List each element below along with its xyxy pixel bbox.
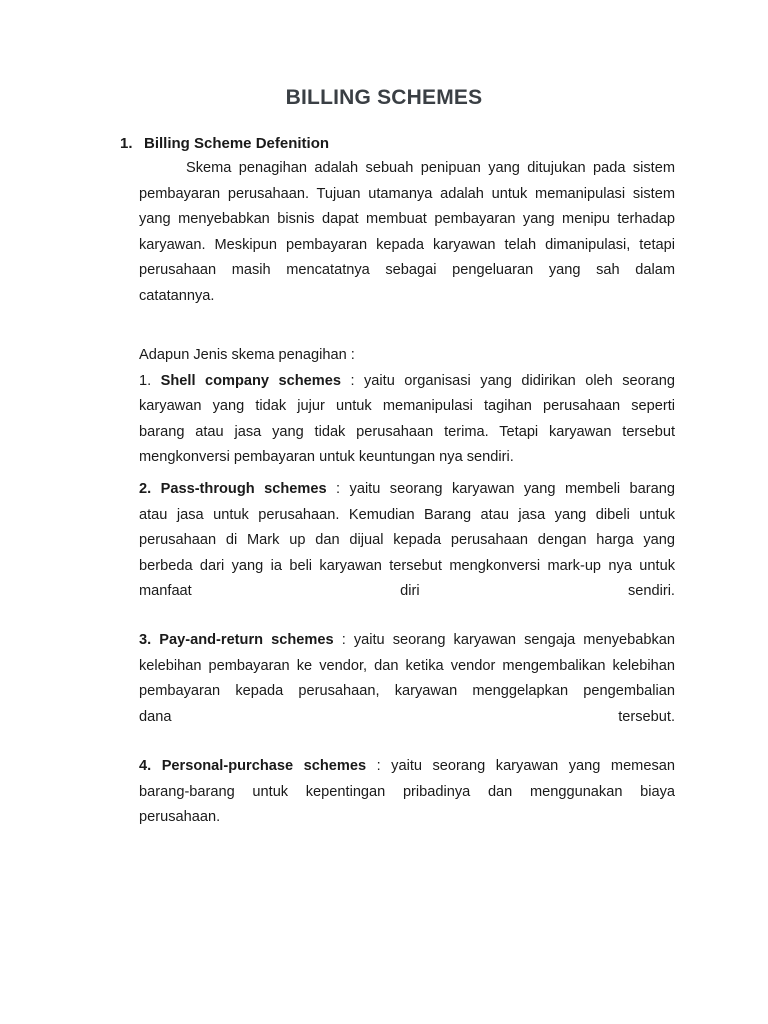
paragraph-line: atau jasa untuk perusahaan. Kemudian Barang atau jasa yang dibeli untuk <box>139 506 675 523</box>
types-intro: Adapun Jenis skema penagihan : <box>139 347 355 363</box>
paragraph-line: Skema penagihan adalah sebuah penipuan yang ditujukan pada sistem <box>186 160 675 176</box>
scheme-types-intro-block <box>139 343 675 471</box>
paragraph-line: pembayaran kepada perusahaan, karyawan menggelapkan pengembalian <box>139 683 675 700</box>
paragraph-line: catatannya. <box>139 287 215 304</box>
paragraph-line: dana tersebut. <box>139 708 675 725</box>
scheme-pay-and-return <box>139 628 675 730</box>
scheme-name-pass-through: 2. Pass-through schemes <box>139 481 327 497</box>
section-heading-text: Billing Scheme Defenition <box>144 135 330 152</box>
scheme-personal-purchase <box>139 754 675 831</box>
paragraph-line: karyawan. Meskipun pembayaran kepada karyawan telah dimanipulasi, tetapi <box>139 236 675 253</box>
paragraph-line: perusahaan di Mark up dan dijual kepada perusahaan dengan harga yang <box>139 532 675 549</box>
section-heading <box>120 135 329 152</box>
scheme-first-line-text: : yaitu seorang karyawan yang membeli barang <box>326 481 675 497</box>
scheme-pass-through <box>139 477 675 605</box>
paragraph-line: yang menyebabkan bisnis dapat membuat pembayaran yang menipu terhadap <box>139 211 675 228</box>
paragraph-line: kelebihan pembayaran ke vendor, dan ketika vendor mengembalikan kelebihan <box>139 657 675 674</box>
definition-paragraph <box>139 156 675 310</box>
paragraph-line: karyawan yang tidak jujur untuk memanipulasi tagihan perusahaan seperti <box>139 398 675 415</box>
paragraph-line: perusahaan masih mencatatnya sebagai pengeluaran yang sah dalam <box>139 262 675 279</box>
scheme-name-pay-and-return: 3. Pay-and-return schemes <box>139 632 334 648</box>
paragraph-line: barang atau jasa yang tidak perusahaan terima. Tetapi karyawan tersebut <box>139 423 675 440</box>
document-title: BILLING SCHEMES <box>285 86 483 109</box>
scheme-first-line <box>139 369 675 395</box>
scheme-first-line <box>139 628 675 654</box>
scheme-name-personal-purchase: 4. Personal-purchase schemes <box>139 758 367 774</box>
scheme-first-line <box>139 477 675 503</box>
paragraph-line: pembayaran perusahaan. Tujuan utamanya adalah untuk memanipulasi sistem <box>139 185 675 202</box>
paragraph-line: berbeda dari yang ia beli karyawan tersebut mengkonversi mark-up nya untuk <box>139 557 675 574</box>
paragraph-line: manfaat diri sendiri. <box>139 583 675 600</box>
paragraph-line: mengkonversi pembayaran untuk keuntungan nya sendiri. <box>139 449 514 466</box>
section-number: 1. <box>120 135 133 152</box>
scheme-first-line-text: : yaitu organisasi yang didirikan oleh seorang <box>341 372 675 389</box>
paragraph-line: perusahaan. <box>139 809 221 826</box>
paragraph-line: barang-barang untuk kepentingan pribadinya dan menggunakan biaya <box>139 783 675 800</box>
scheme-first-line-text: : yaitu seorang karyawan sengaja menyebabkan <box>333 632 675 648</box>
scheme-first-line <box>139 754 675 780</box>
scheme-prefix: 1. <box>139 372 161 389</box>
scheme-name-shell-company: Shell company schemes <box>160 372 341 389</box>
scheme-first-line-text: : yaitu seorang karyawan yang memesan <box>366 758 675 774</box>
